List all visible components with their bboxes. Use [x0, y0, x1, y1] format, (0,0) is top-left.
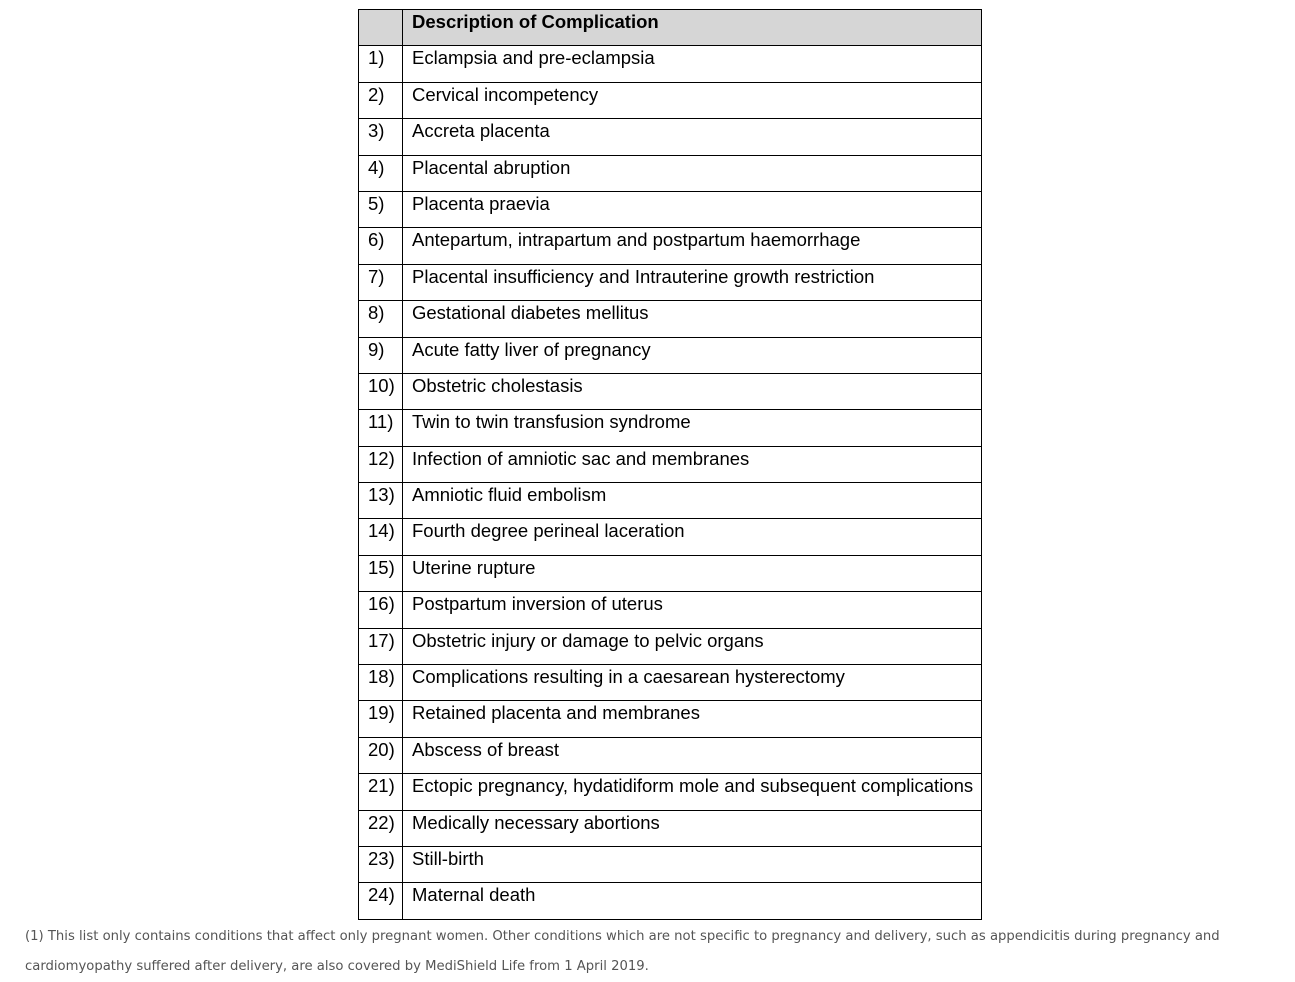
complication-description: Uterine rupture: [403, 555, 982, 591]
row-number: 3): [359, 119, 403, 155]
complication-description: Antepartum, intrapartum and postpartum haemorrhage: [403, 228, 982, 264]
table-row: [359, 228, 982, 264]
complication-description: Placental abruption: [403, 155, 982, 191]
complication-description: Infection of amniotic sac and membranes: [403, 446, 982, 482]
table-row: [359, 701, 982, 737]
row-number: 23): [359, 846, 403, 882]
complication-description: Abscess of breast: [403, 737, 982, 773]
row-number: 17): [359, 628, 403, 664]
row-number: 11): [359, 410, 403, 446]
complication-description: Postpartum inversion of uterus: [403, 592, 982, 628]
table-row: [359, 337, 982, 373]
table-row: [359, 155, 982, 191]
table-row: [359, 191, 982, 227]
table-row: [359, 119, 982, 155]
complication-description: Placenta praevia: [403, 191, 982, 227]
table-row: [359, 810, 982, 846]
table-row: [359, 519, 982, 555]
row-number: 21): [359, 774, 403, 810]
row-number: 13): [359, 483, 403, 519]
complication-description: Accreta placenta: [403, 119, 982, 155]
row-number: 18): [359, 665, 403, 701]
row-number: 9): [359, 337, 403, 373]
table-row: [359, 628, 982, 664]
table-row: [359, 592, 982, 628]
complication-description: Retained placenta and membranes: [403, 701, 982, 737]
number-column-header: [359, 10, 403, 46]
table-row: [359, 373, 982, 409]
complication-description: Acute fatty liver of pregnancy: [403, 337, 982, 373]
row-number: 4): [359, 155, 403, 191]
table-row: [359, 883, 982, 919]
row-number: 22): [359, 810, 403, 846]
table-row: [359, 301, 982, 337]
row-number: 8): [359, 301, 403, 337]
row-number: 19): [359, 701, 403, 737]
row-number: 24): [359, 883, 403, 919]
row-number: 6): [359, 228, 403, 264]
table-row: [359, 264, 982, 300]
complication-description: Fourth degree perineal laceration: [403, 519, 982, 555]
complication-description: Obstetric injury or damage to pelvic organs: [403, 628, 982, 664]
table-header-row: [359, 10, 982, 46]
complication-description: Twin to twin transfusion syndrome: [403, 410, 982, 446]
row-number: 12): [359, 446, 403, 482]
complication-description: Still-birth: [403, 846, 982, 882]
table-row: [359, 82, 982, 118]
complication-description: Amniotic fluid embolism: [403, 483, 982, 519]
table-row: [359, 846, 982, 882]
table-row: [359, 483, 982, 519]
complication-description: Gestational diabetes mellitus: [403, 301, 982, 337]
row-number: 7): [359, 264, 403, 300]
row-number: 5): [359, 191, 403, 227]
row-number: 10): [359, 373, 403, 409]
complication-description: Maternal death: [403, 883, 982, 919]
complication-description: Complications resulting in a caesarean hysterectomy: [403, 665, 982, 701]
row-number: 1): [359, 46, 403, 82]
table-row: [359, 46, 982, 82]
complication-description: Cervical incompetency: [403, 82, 982, 118]
complication-description: Ectopic pregnancy, hydatidiform mole and subsequent complications: [403, 774, 982, 810]
table-row: [359, 737, 982, 773]
description-column-header: Description of Complication: [403, 10, 982, 46]
complications-table: [358, 9, 982, 920]
complication-description: Eclampsia and pre-eclampsia: [403, 46, 982, 82]
table-row: [359, 665, 982, 701]
row-number: 2): [359, 82, 403, 118]
table-row: [359, 774, 982, 810]
table-body: [359, 46, 982, 919]
table-row: [359, 446, 982, 482]
footnote: (1) This list only contains conditions that affect only pregnant women. Other conditions which are not specific to pregnancy and delivery, such as appendicitis during pregnancy and cardiomyopathy suffered after delivery, are also covered by MediShield Life from 1 April 2019.: [25, 929, 1220, 974]
row-number: 14): [359, 519, 403, 555]
table-row: [359, 410, 982, 446]
complication-description: Obstetric cholestasis: [403, 373, 982, 409]
row-number: 15): [359, 555, 403, 591]
table-row: [359, 555, 982, 591]
row-number: 16): [359, 592, 403, 628]
complication-description: Placental insufficiency and Intrauterine growth restriction: [403, 264, 982, 300]
complication-description: Medically necessary abortions: [403, 810, 982, 846]
row-number: 20): [359, 737, 403, 773]
